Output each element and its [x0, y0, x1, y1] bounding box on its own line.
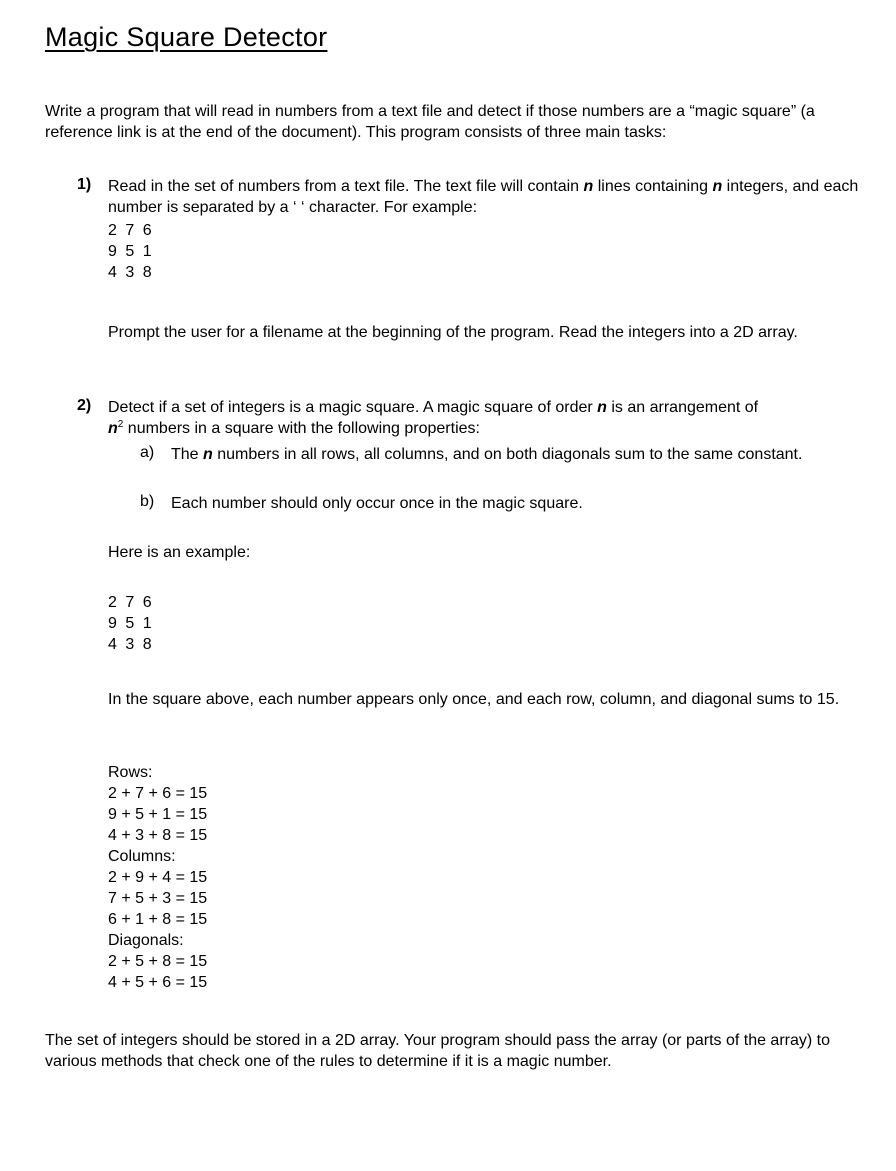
task-1-example-grid — [108, 220, 154, 283]
task-1-number: 1) — [77, 176, 92, 193]
sum-line: 2 + 7 + 6 = 15 — [108, 785, 208, 802]
grid-row: 9 5 1 — [108, 615, 154, 632]
task-1-text: Read in the set of numbers from a text file. The text file will contain n lines containing n integers, and each number is separated by a ‘ ‘ character. For example: — [108, 178, 859, 216]
grid-row: 2 7 6 — [108, 594, 154, 611]
sum-line: 2 + 9 + 4 = 15 — [108, 869, 208, 886]
sum-line: 4 + 3 + 8 = 15 — [108, 827, 208, 844]
sum-line: 9 + 5 + 1 = 15 — [108, 806, 208, 823]
task-2-example-grid — [108, 592, 154, 655]
grid-row: 2 7 6 — [108, 222, 154, 239]
sum-line: 7 + 5 + 3 = 15 — [108, 890, 208, 907]
intro-paragraph: Write a program that will read in numbers from a text file and detect if those numbers are a “magic square” (a reference link is at the end of the document). This program consists of three main tasks: — [45, 103, 815, 141]
diagonals-label: Diagonals: — [108, 932, 184, 949]
sums-list — [108, 762, 207, 993]
example-explanation: In the square above, each number appears only once, and each row, column, and diagonal sums to 15. — [108, 691, 840, 708]
grid-row: 9 5 1 — [108, 243, 154, 260]
task-2-number: 2) — [77, 397, 92, 414]
rows-label: Rows: — [108, 764, 153, 781]
page-title: Magic Square Detector — [45, 22, 328, 52]
columns-label: Columns: — [108, 848, 176, 865]
property-a-text: The n numbers in all rows, all columns, and on both diagonals sum to the same constant. — [171, 446, 803, 463]
property-b-text: Each number should only occur once in the magic square. — [171, 495, 583, 512]
task-1-prompt: Prompt the user for a filename at the beginning of the program. Read the integers into a 2D array. — [108, 324, 798, 341]
sum-line: 6 + 1 + 8 = 15 — [108, 911, 208, 928]
example-intro: Here is an example: — [108, 544, 251, 561]
task-2-text: Detect if a set of integers is a magic square. A magic square of order n is an arrangement of $n^2$ numbers in a square with the following properties: — [108, 399, 759, 437]
sum-line: 2 + 5 + 8 = 15 — [108, 953, 208, 970]
property-a-label: a) — [140, 444, 155, 461]
grid-row: 4 3 8 — [108, 636, 154, 653]
grid-row: 4 3 8 — [108, 264, 154, 281]
closing-paragraph: The set of integers should be stored in a 2D array. Your program should pass the array (or parts of the array) to various methods that check one of the rules to determine if it is a magic number. — [45, 1032, 830, 1070]
property-b-label: b) — [140, 493, 155, 510]
sum-line: 4 + 5 + 6 = 15 — [108, 974, 208, 991]
